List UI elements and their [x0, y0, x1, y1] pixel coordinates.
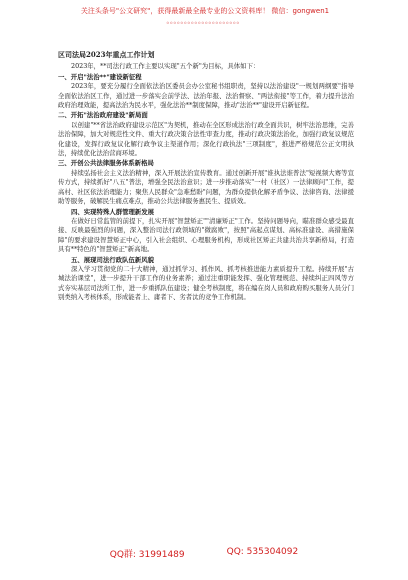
section-1-heading: 一、开启"法治**"建设新征程	[58, 72, 142, 81]
document-page	[58, 50, 354, 303]
contact-footer	[0, 547, 408, 560]
section-5-heading: 五、展现司法行政队伍新风貌	[71, 255, 155, 264]
section-2-body: 以创建"**省法治政府建设示范区"为契机，推动在全区形成法治行政全面共识，树牢法治思维，完善法治保障，加大对规范性文件、重大行政决策合法性审查力度，推动行政决策法治化，加强行政复议规范化建设，发挥行政复议化解行政争议主渠道作用；深化行政执法"三项制度"，推进严格规范公正文明执法，持续优化法治营商环境。	[58, 120, 354, 158]
section-5-body: 深入学习贯彻党的二十大精神，通过抓学习、抓作风、抓考核推进能力素质提升工程。持续开展"古城法治课堂"，进一步提升干部工作的业务素养；通过注重职能发挥、强化管理规范、持续纠正四风等方式夯实基层司法所工作，进一步重抓队伍建设；健全考核制度，将在编在岗人员和政府购买服务人员分门别类纳入考核体系，形成能者上、庸者下、劣者汰的竞争工作机制。	[58, 264, 354, 302]
document-intro: 2023年，**司法行政工作主要以实现"五个新"为目标，具体如下：	[71, 62, 260, 71]
section-2-heading: 二、开拓"法治政府建设"新局面	[58, 111, 148, 120]
promo-banner	[70, 6, 340, 26]
promo-banner-text: 关注头条号"公文研究"，获得最新最全最专业的公文资料库！ 微信：gongwen1	[80, 7, 330, 15]
section-4-heading: 四、实现特殊人群管理新发展	[71, 207, 155, 216]
qq-group-number: QQ群: 31991489	[109, 550, 185, 560]
section-3-heading: 三、开创公共法律服务体系新格局	[58, 159, 154, 168]
qq-number: QQ: 535304092	[226, 547, 299, 557]
document-title: 区司法局2023年重点工作计划	[58, 50, 155, 59]
promo-banner-dots: 。。。。。。。。。。。。。。。。。。。。。	[166, 17, 244, 25]
section-1-body: 2023年，要充分履行全面依法治区委员会办公室秘书组职责，坚持以法治建设"一规划两纲要"指导全面依法治区工作，通过进一步落实会前学法、法治年报、法治督察、"两法衔接"等工作，着力提升法治政府治理效能，提高法治为民水平，强化法治**制度保障，推动"法治**"建设开启新征程。	[58, 82, 354, 110]
section-4-body: 在做好日常监管的前提下，扎实开展"智慧矫正""清廉矫正"工作。坚持问题导向，瞄准群众感受最直接、反映最强烈的问题，深入整治司法行政领域的"微腐败"，按照"高起点谋划、高标准建设、高措施保障"的要求建设智慧矫正中心，引入社会组织、心理服务机构，形成社区矫正共建共治共享新格局，打造具有**特色的"智慧矫正"新高地。	[58, 216, 354, 254]
section-3-body: 持续弘扬社会主义法治精神，深入开展法治宣传教育。通过创新开展"谁执法谁普法"短视频大赛等宣传方式，持续抓好"八五"普法，增强全民法治意识；进一步推动落实"一村（社区）一法律顾问"工作，提高村、社区依法治理能力；聚焦人民群众"急难愁盼"问题，为群众提供化解矛盾争议、法律咨询、法律援助等服务，破解民生痛点难点，推动公共法律服务惠民生、提质效。	[58, 168, 354, 206]
